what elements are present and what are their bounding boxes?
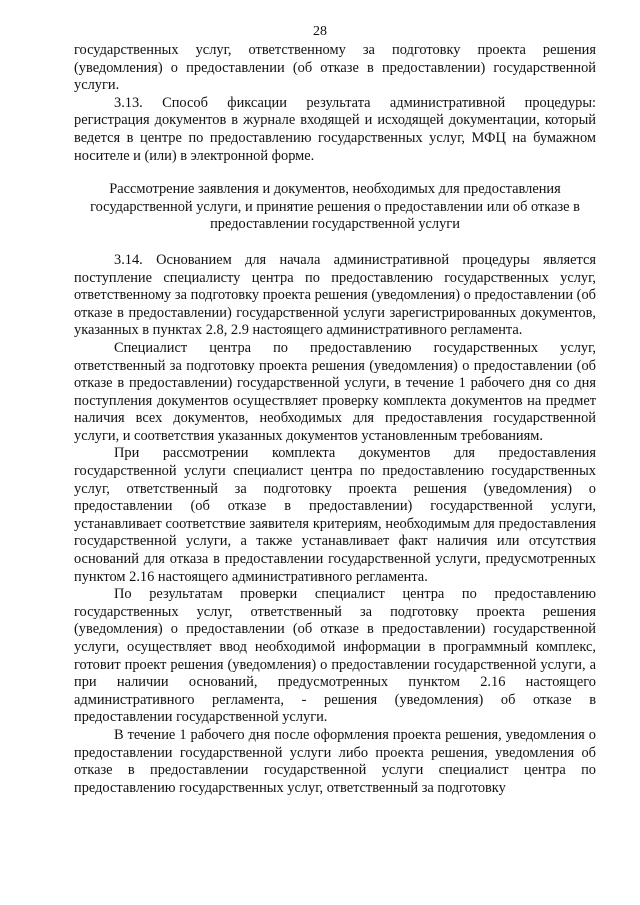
paragraph-specialist-check: Специалист центра по предоставлению государственных услуг, ответственный за подготовку проекта решения (уведомления) о предоставлении (об отказе в предоставлении) государственной услуги, в течение 1 рабочего дня со дня поступления документов осуществляет проверку комплекта документов на предмет наличия всех документов, необходимых для предоставления государственной услуги, и соответствия указанных документов установленным требованиям. [74, 339, 596, 444]
paragraph-within-one-day: В течение 1 рабочего дня после оформления проекта решения, уведомления о предоставлении государственной услуги либо проекта решения, уведомления об отказе в предоставлении государственной услуги специалист центра по предоставлению государственных услуг, ответственный за подготовку [74, 726, 596, 796]
paragraph-3-13: 3.13. Способ фиксации результата административной процедуры: регистрация документов в журнале входящей и исходящей документации, который ведется в центре по предоставлению государственных услуг, МФЦ на бумажном носителе и (или) в электронной форме. [74, 94, 596, 164]
paragraph-results: По результатам проверки специалист центра по предоставлению государственных услуг, ответственный за подготовку проекта решения (уведомления) о предоставлении (об отказе в предоставлении) государственной услуги, осуществляет ввод необходимой информации в программный комплекс, готовит проект решения (уведомления) о предоставлении государственной услуги, а при наличии оснований, предусмотренных пунктом 2.16 настоящего административного регламента, - решения (уведомления) об отказе в предоставлении государственной услуги. [74, 586, 596, 726]
paragraph-3-14: 3.14. Основанием для начала административной процедуры является поступление специалисту центра по предоставлению государственных услуг, ответственному за подготовку проекта решения (уведомления) о предоставлении (об отказе в предоставлении) государственной услуги зарегистрированных документов, указанных в пунктах 2.8, 2.9 настоящего административного регламента. [74, 251, 596, 339]
paragraph-continuation: государственных услуг, ответственному за подготовку проекта решения (уведомления) о предоставлении (об отказе в предоставлении) государственной услуги. [74, 42, 596, 94]
paragraph-review: При рассмотрении комплекта документов для предоставления государственной услуги специалист центра по предоставлению государственных услуг, ответственный за подготовку проекта решения (уведомления) о предоставлении (об отказе в предоставлении) государственной услуги, устанавливает соответствие заявителя критериям, необходимым для предоставления государственной услуги, а также устанавливает факт наличия или отсутствия оснований для отказа в предоставлении государственной услуги, предусмотренных пунктом 2.16 настоящего административного регламента. [74, 445, 596, 585]
section-heading: Рассмотрение заявления и документов, необходимых для предоставления государственной услуги, и принятие решения о предоставлении или об отказе в предоставлении государственной услуги [90, 181, 580, 233]
page-number: 28 [313, 24, 327, 39]
document-body [74, 42, 596, 797]
